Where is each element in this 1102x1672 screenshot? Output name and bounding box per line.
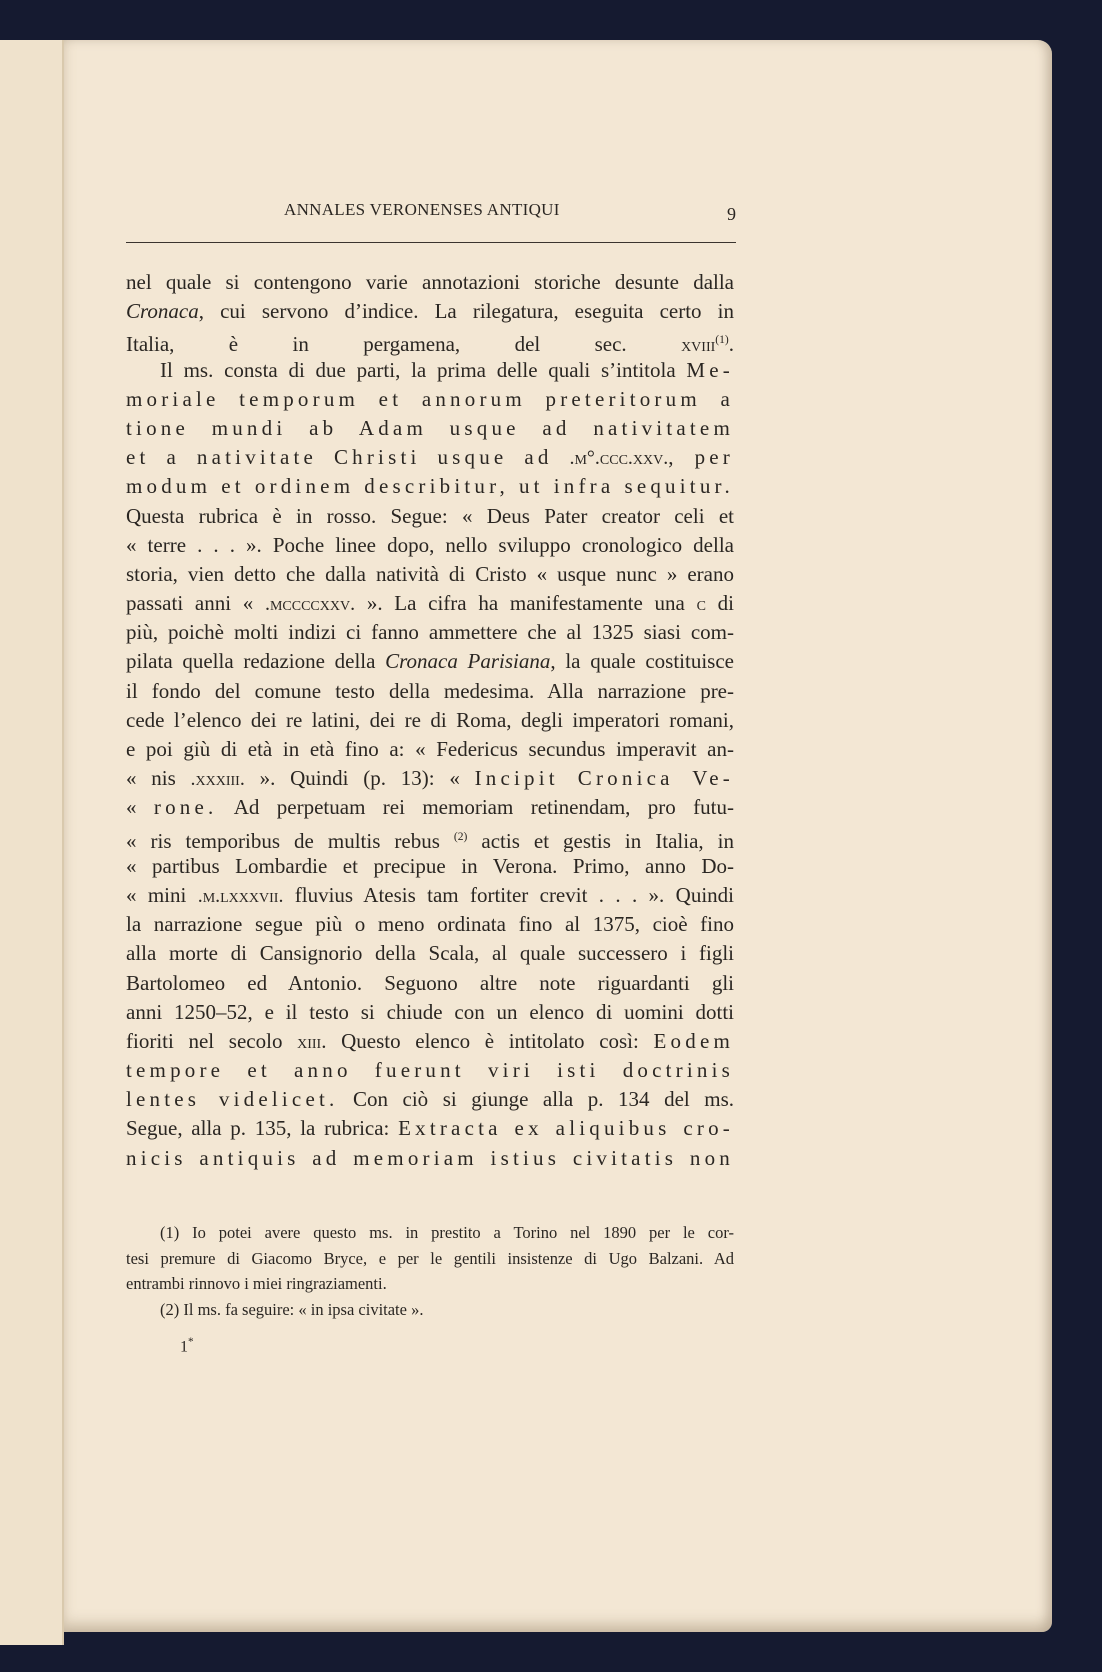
text-run: , cui servono d’indice. La rilegatura, eseguita certo in — [198, 299, 734, 324]
spaced-latin-quote: et a nativitate Christi usque ad — [126, 445, 570, 470]
text-run: « mini — [126, 882, 198, 907]
text-run: Ad perpetuam rei memoriam retinendam, pro futu- — [217, 795, 734, 820]
text-run: actis et gestis in Italia, in — [467, 828, 734, 852]
body-line — [126, 823, 734, 852]
spaced-latin-quote: tempore et anno fuerunt viri isti doctrinis — [126, 1058, 734, 1083]
text-run: storia, vien detto che dalla natività di Cristo « usque nunc » erano — [126, 561, 734, 586]
small-caps-numeral: .m.lxxxvii. — [197, 884, 284, 907]
signature-number: 1 — [180, 1338, 188, 1356]
body-text — [126, 268, 734, 1173]
small-caps-numeral: .xxxiii. — [190, 768, 245, 791]
small-caps-numeral: .mccccxxv. — [264, 593, 356, 616]
text-run: nel quale si contengono varie annotazioni storiche desunte dalla — [126, 270, 734, 294]
small-caps-numeral: xviii — [681, 334, 716, 356]
text-run: Italia, è in pergamena, del sec. — [126, 332, 682, 356]
text-run: cede l’elenco dei re latini, dei re di Roma, degli imperatori romani, — [126, 707, 734, 732]
text-run: Il ms. consta di due parti, la prima delle quali s’intitola — [160, 357, 687, 382]
signature-mark — [180, 1336, 194, 1356]
text-run: . Questo elenco è intitolato così: — [321, 1028, 654, 1053]
body-line — [126, 1114, 734, 1143]
body-line — [126, 1144, 734, 1173]
body-line — [126, 910, 734, 939]
facing-page-edge — [0, 40, 64, 1645]
spaced-latin-quote: Incipit Cronica Ve- — [474, 766, 734, 791]
body-line — [126, 268, 734, 297]
body-line — [126, 472, 734, 501]
text-run: Con ciò si giunge alla p. 134 del ms. — [338, 1087, 734, 1112]
body-line — [126, 326, 734, 355]
body-line — [126, 852, 734, 881]
spaced-latin-quote: moriale temporum et annorum preteritorum a — [126, 386, 734, 411]
footnote-ref: (2) — [453, 830, 468, 843]
text-run: passati anni « — [126, 591, 265, 616]
footnote-ref: (1) — [715, 334, 729, 347]
body-line — [126, 531, 734, 560]
body-line — [126, 735, 734, 764]
text-run: « ris temporibus de multis rebus — [126, 828, 454, 852]
body-line — [126, 1085, 734, 1114]
body-line — [126, 589, 734, 618]
text-run: « nis — [126, 766, 191, 791]
footnote-1-line: (1) Io potei avere questo ms. in prestito a Torino nel 1890 per le cor- — [160, 1223, 734, 1242]
spaced-latin-quote: nicis antiquis ad memoriam istius civitatis non — [126, 1145, 734, 1170]
footnote-1-line: entrambi rinnovo i miei ringraziamenti. — [126, 1274, 387, 1293]
spaced-latin-quote: rone. — [153, 795, 218, 820]
page-number: 9 — [727, 204, 736, 224]
body-line — [126, 385, 734, 414]
signature-star: * — [188, 1336, 194, 1348]
text-run: , la quale costituisce — [550, 649, 734, 674]
text-run: Segue, alla p. 135, la rubrica: — [126, 1116, 399, 1141]
body-line — [126, 969, 734, 998]
body-line — [126, 881, 734, 910]
italic-title: Cronaca Parisiana — [385, 649, 551, 674]
text-run: il fondo del comune testo della medesima. Alla narrazione pre- — [126, 678, 734, 703]
text-run: Bartolomeo ed Antonio. Seguono altre note riguardanti gli — [126, 970, 734, 995]
body-line — [126, 647, 734, 676]
text-run: anni 1250–52, e il testo si chiude con un elenco di uomini dotti — [126, 999, 734, 1024]
small-caps-numeral: xiii — [297, 1030, 322, 1053]
text-run: fioriti nel secolo — [126, 1028, 298, 1053]
body-line — [126, 356, 734, 385]
text-run: e poi giù di età in età fino a: « Federicus secundus imperavit an- — [126, 737, 734, 761]
italic-title: Cronaca — [126, 299, 199, 324]
spaced-latin-quote: modum et ordinem describitur, ut infra sequitur. — [126, 474, 734, 499]
body-line — [126, 443, 734, 472]
text-run: ». Quindi (p. 13): « — [244, 766, 475, 791]
text-run: « terre . . . ». Poche linee dopo, nello sviluppo cronologico della — [126, 532, 734, 557]
body-line — [126, 793, 734, 822]
text-run: « — [126, 795, 154, 820]
body-line — [126, 1056, 734, 1085]
body-line — [126, 706, 734, 735]
body-line — [126, 939, 734, 968]
running-title: ANNALES VERONENSES ANTIQUI — [284, 200, 560, 219]
body-line — [126, 998, 734, 1027]
text-run: più, poichè molti indizi ci fanno ammettere che al 1325 siasi com- — [126, 620, 734, 645]
body-line — [126, 560, 734, 589]
text-run: alla morte di Cansignorio della Scala, al quale successero i figli — [126, 941, 734, 966]
spaced-latin-quote: tione mundi ab Adam usque ad nativitatem — [126, 415, 734, 440]
spaced-latin-quote: Extracta ex aliquibus cro- — [398, 1116, 734, 1141]
body-line — [126, 618, 734, 647]
small-caps-numeral: .m°.ccc.xxv. — [569, 447, 669, 470]
body-line — [126, 764, 734, 793]
text-run: fluvius Atesis tam fortiter crevit . . . ». Quindi — [283, 882, 734, 907]
text-run: ». La cifra ha manifestamente una — [355, 591, 697, 616]
spaced-latin-quote: Me- — [686, 357, 734, 382]
body-line — [126, 502, 734, 531]
text-run: Questa rubrica è in rosso. Segue: « Deus Pater creator celi et — [126, 503, 734, 528]
spaced-latin-quote: lentes videlicet. — [126, 1087, 339, 1112]
text-run: la narrazione segue più o meno ordinata fino al 1375, cioè fino — [126, 912, 734, 937]
text-run: . — [728, 332, 734, 356]
body-line — [126, 297, 734, 326]
text-run: di — [705, 591, 734, 616]
body-line — [126, 414, 734, 443]
spaced-latin-quote: Eodem — [653, 1028, 734, 1053]
header-rule — [126, 242, 736, 243]
body-line — [126, 677, 734, 706]
footnote-2: (2) Il ms. fa seguire: « in ipsa civitate ». — [160, 1299, 424, 1319]
body-line — [126, 1027, 734, 1056]
text-run: « partibus Lombardie et precipue in Verona. Primo, anno Do- — [126, 853, 734, 878]
footnotes — [126, 1220, 734, 1322]
spaced-latin-quote: , per — [668, 445, 734, 470]
text-run: pilata quella redazione della — [126, 649, 386, 674]
small-caps-numeral: c — [696, 593, 706, 616]
footnote-1-line: tesi premure di Giacomo Bryce, e per le gentili insistenze di Ugo Balzani. Ad — [126, 1248, 734, 1268]
